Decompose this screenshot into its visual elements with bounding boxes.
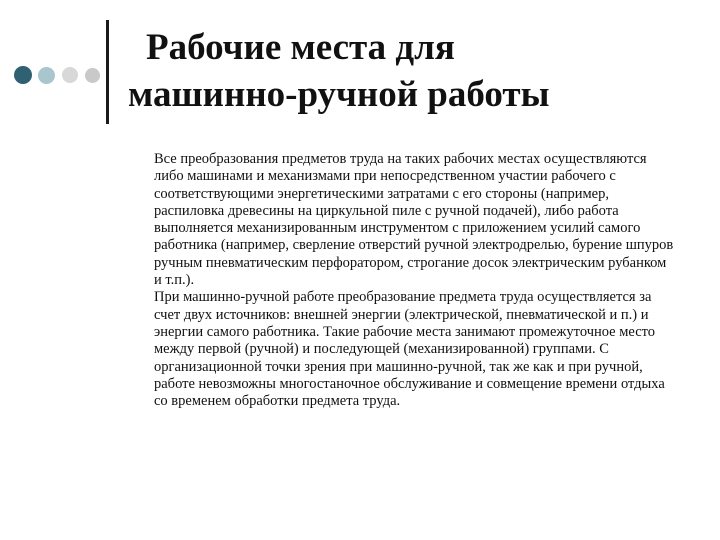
dots-decoration-icon bbox=[14, 66, 94, 86]
dot-icon bbox=[62, 67, 78, 83]
slide-title bbox=[128, 24, 708, 118]
dot-icon bbox=[14, 66, 32, 84]
dot-icon bbox=[38, 67, 55, 84]
dot-icon bbox=[85, 68, 100, 83]
slide-title-line-1: Рабочие места для bbox=[146, 27, 455, 68]
slide-title-line-2: машинно-ручной работы bbox=[128, 74, 550, 115]
slide-body bbox=[154, 151, 674, 410]
body-paragraph-1: Все преобразования предметов труда на таких рабочих местах осуществляются либо машинами и механизмами при непосредственном участии рабочего с соответствующими энергетическими затратами с его стороны (например, распиловка древесины на циркульной пиле с ручной подачей), либо работа выполняется механизированным инструментом с приложением усилий самого работника (например, сверление отверстий ручной электродрелью, бурение шпуров ручным пневматическим перфоратором, строгание досок электрическим рубанком и т.п.). bbox=[154, 151, 674, 289]
body-paragraph-2: При машинно-ручной работе преобразование предмета труда осуществляется за счет двух источников: внешней энергии (электрической, пневматической и п.) и энергии самого работника. Такие рабочие места занимают промежуточное место между первой (ручной) и последующей (механизированной) группами. С организационной точки зрения при машинно-ручной, так же как и при ручной, работе невозможны многостаночное обслуживание и совмещение времени отдыха со временем обработки предмета труда. bbox=[154, 289, 665, 410]
title-divider bbox=[106, 20, 109, 124]
